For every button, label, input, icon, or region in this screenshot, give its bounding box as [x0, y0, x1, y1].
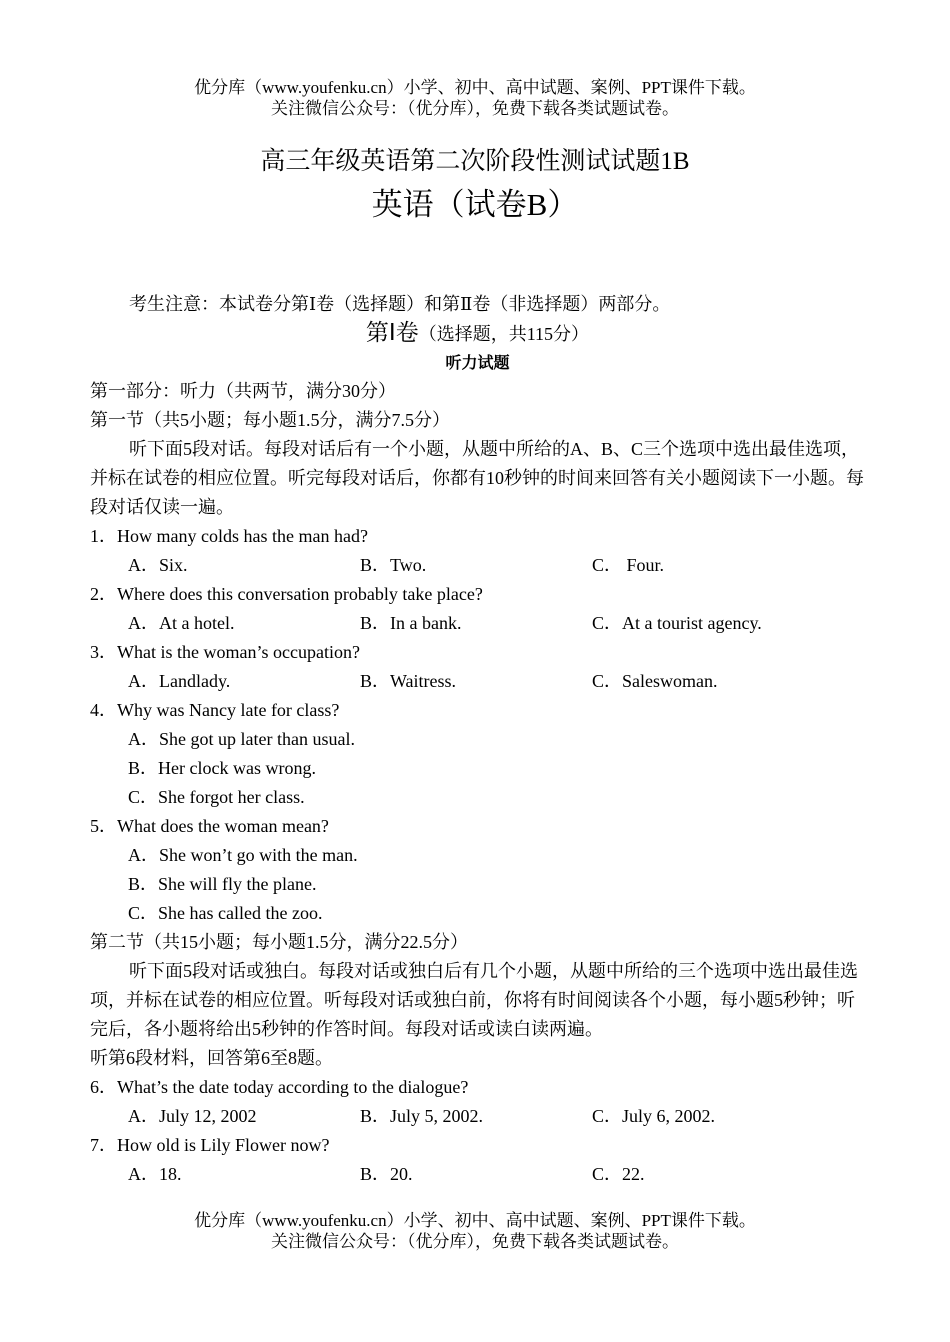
question-5: 5．What does the woman mean? — [90, 816, 329, 836]
option-b: B．20. — [360, 1164, 413, 1184]
volume-1-heading — [90, 319, 865, 348]
option-a: A．Six. — [128, 555, 188, 575]
footer-line-2: 关注微信公众号：（优分库），免费下载各类试题试卷。 — [271, 1232, 679, 1251]
option-c: C．July 6, 2002. — [592, 1106, 716, 1126]
section-1-title: 第一节（共5小题；每小题1.5分，满分7.5分） — [90, 410, 450, 430]
header-banner — [0, 77, 950, 119]
option-c: C．Saleswoman. — [592, 671, 718, 691]
section-2-title: 第二节（共15小题；每小题1.5分，满分22.5分） — [90, 932, 468, 952]
question-2: 2．Where does this conversation probably take place? — [90, 584, 483, 604]
question-2-options — [90, 609, 865, 638]
option-a: A．18. — [128, 1164, 182, 1184]
candidate-notice: 考生注意：本试卷分第Ⅰ卷（选择题）和第Ⅱ卷（非选择题）两部分。 — [129, 294, 671, 314]
listening-title-text: 听力试题 — [445, 353, 510, 372]
footer-line-1: 优分库（www.youfenku.cn）小学、初中、高中试题、案例、PPT课件下载。 — [194, 1211, 756, 1230]
option-a: A．At a hotel. — [128, 613, 235, 633]
option-b: B．Her clock was wrong. — [128, 758, 316, 778]
question-3-options — [90, 667, 865, 696]
volume-1-note: （选择题，共115分） — [418, 324, 590, 344]
exam-subtitle: 英语（试卷B） — [371, 187, 579, 222]
section-2-instructions: 听下面5段对话或独白。每段对话或独白后有几个小题，从题中所给的三个选项中选出最佳选项，并标在试卷的相应位置。听每段对话或独白前，你将有时间阅读各个小题，每小题5秒钟；听完后，各小题将给出5秒钟的作答时间。每段对话或读白读两遍。 — [90, 961, 858, 1039]
footer-banner — [0, 1210, 950, 1252]
option-c: C．22. — [592, 1164, 645, 1184]
option-a: A．July 12, 2002 — [128, 1106, 257, 1126]
option-b: B．Waitress. — [360, 671, 457, 691]
option-c: C．At a tourist agency. — [592, 613, 762, 633]
question-3: 3．What is the woman’s occupation? — [90, 642, 360, 662]
option-b: B．Two. — [360, 555, 427, 575]
question-6: 6．What’s the date today according to the dialogue? — [90, 1077, 469, 1097]
question-7: 7．How old is Lily Flower now? — [90, 1135, 330, 1155]
option-b: B．In a bank. — [360, 613, 462, 633]
option-b: B．She will fly the plane. — [128, 874, 317, 894]
exam-title: 高三年级英语第二次阶段性测试试题1B — [260, 148, 690, 175]
option-b: B．July 5, 2002. — [360, 1106, 484, 1126]
banner-line-2: 关注微信公众号：（优分库），免费下载各类试题试卷。 — [271, 99, 679, 118]
exam-body — [90, 290, 865, 1189]
part-1-title: 第一部分：听力（共两节，满分30分） — [90, 381, 396, 401]
banner-line-1: 优分库（www.youfenku.cn）小学、初中、高中试题、案例、PPT课件下载。 — [194, 78, 756, 97]
question-6-options — [90, 1102, 865, 1131]
material-6-note: 听第6段材料，回答第6至8题。 — [90, 1048, 333, 1068]
question-7-options — [90, 1160, 865, 1189]
option-a: A．She won’t go with the man. — [128, 845, 358, 865]
question-1-options — [90, 551, 865, 580]
option-c: C． Four. — [592, 555, 665, 575]
volume-1-title: 第Ⅰ卷 — [365, 320, 419, 346]
option-c: C．She has called the zoo. — [128, 903, 323, 923]
question-1: 1．How many colds has the man had? — [90, 526, 368, 546]
question-4: 4．Why was Nancy late for class? — [90, 700, 340, 720]
option-c: C．She forgot her class. — [128, 787, 305, 807]
option-a: A．She got up later than usual. — [128, 729, 355, 749]
section-1-instructions: 听下面5段对话。每段对话后有一个小题，从题中所给的A、B、C三个选项中选出最佳选项，并标在试卷的相应位置。听完每段对话后，你都有10秒钟的时间来回答有关小题阅读下一小题。每段对话仅读一遍。 — [90, 439, 864, 517]
option-a: A．Landlady. — [128, 671, 231, 691]
listening-title — [90, 348, 865, 377]
